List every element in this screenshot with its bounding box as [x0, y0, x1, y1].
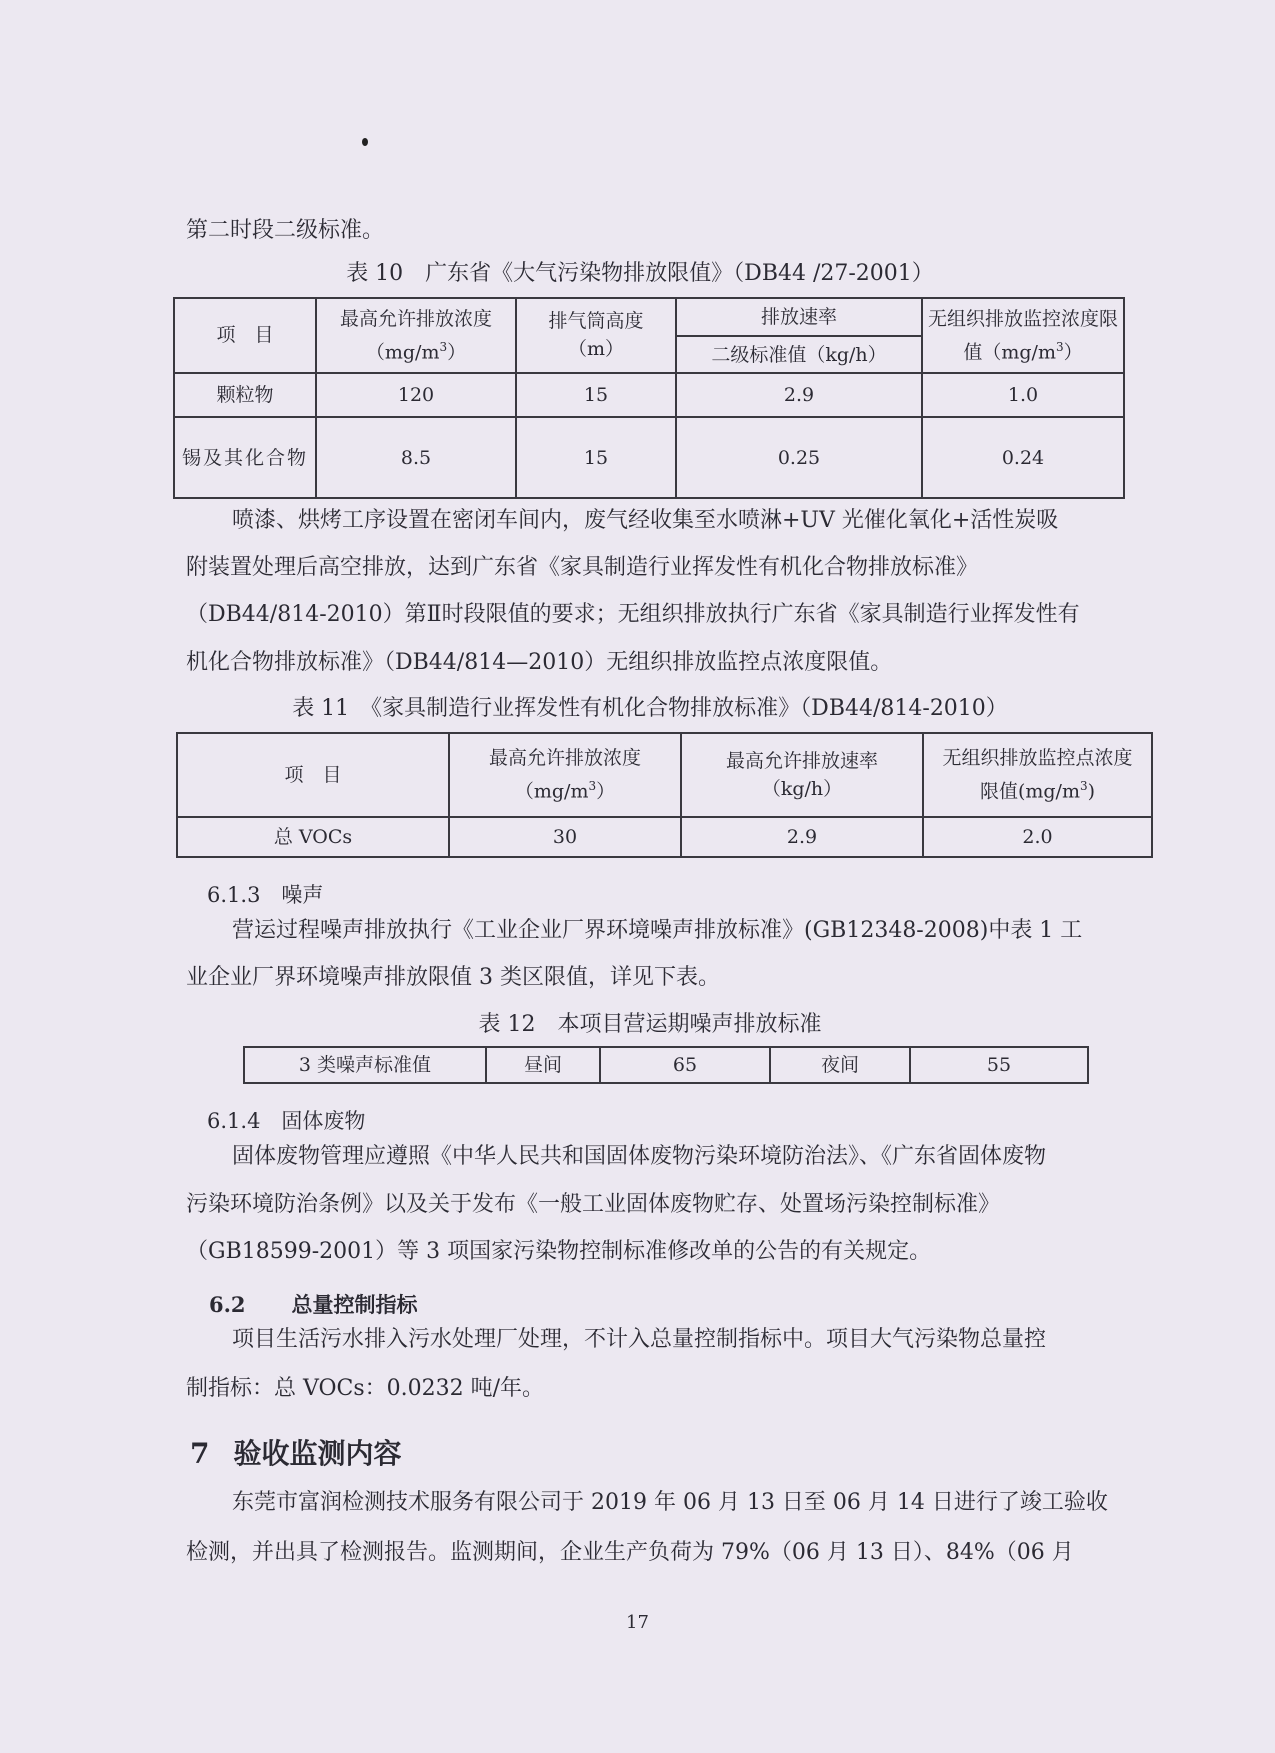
- table-row: [177, 817, 1152, 857]
- para2-line: 业企业厂界环境噪声排放限值 3 类区限值，详见下表。: [186, 965, 720, 990]
- table12-caption: 表 12 本项目营运期噪声排放标准: [478, 1012, 822, 1037]
- table-row: [174, 417, 1124, 498]
- intro-line: 第二时段二级标准。: [186, 218, 385, 243]
- table11-header-item: 项 目: [177, 733, 449, 817]
- table11-cell: 30: [449, 817, 681, 857]
- table11-header-rate-unit: （kg/h）: [761, 778, 843, 800]
- table10-cell: 0.24: [922, 417, 1124, 498]
- table10-header-rate-sub: 二级标准值（kg/h）: [676, 336, 922, 372]
- table10-header-height: [516, 298, 676, 373]
- para4-line: 制指标：总 VOCs：0.0232 吨/年。: [186, 1376, 545, 1401]
- table10-cell: 2.9: [676, 373, 922, 417]
- table11-header-fugitive-unit: 限值$(mg/m^3)$: [979, 779, 1096, 803]
- table10-cell: 1.0: [922, 373, 1124, 417]
- table11-header-fugitive-label: 无组织排放监控点浓度: [942, 747, 1133, 770]
- stray-dot: [362, 138, 368, 146]
- table10: [173, 297, 1125, 499]
- table12-label: 3 类噪声标准值: [244, 1047, 486, 1083]
- table10-header-conc-unit: $(mg/m^3)$: [365, 339, 467, 364]
- table10-header-conc: [316, 298, 516, 373]
- para5-line: 检测，并出具了检测报告。监测期间，企业生产负荷为 79%（06 月 13 日）、84%（06 月: [186, 1540, 1074, 1565]
- table10-cell: 15: [516, 373, 676, 417]
- section-6-1-4-heading: 6.1.4 固体废物: [207, 1109, 366, 1133]
- table11-caption: 表 11 《家具制造行业挥发性有机化合物排放标准》（DB44/814-2010）: [292, 696, 1008, 721]
- section-7-heading: [190, 1436, 402, 1472]
- table10-header-height-unit: （m）: [567, 338, 625, 361]
- table12-night-label: 夜间: [770, 1047, 910, 1083]
- table11: [176, 732, 1153, 858]
- table10-cell: 锡及其化合物: [174, 417, 316, 498]
- table10-header-item: 项 目: [174, 298, 316, 373]
- table11-header-conc: [449, 733, 681, 817]
- table11-header-rate: [681, 733, 923, 817]
- section-6-2-title: 总量控制指标: [291, 1292, 418, 1317]
- para1-line: 机化合物排放标准》（DB44/814—2010）无组织排放监控点浓度限值。: [186, 650, 893, 675]
- table10-cell: 8.5: [316, 417, 516, 498]
- table10-cell: 15: [516, 417, 676, 498]
- table10-caption: 表 10 广东省《大气污染物排放限值》（DB44 /27-2001）: [346, 261, 934, 286]
- table-row: [244, 1047, 1088, 1083]
- table12-day-label: 昼间: [486, 1047, 600, 1083]
- table10-header-height-label: 排气筒高度: [548, 310, 644, 333]
- section-6-2-number: 6.2: [209, 1292, 246, 1317]
- table11-header-fugitive: [923, 733, 1152, 817]
- table10-header-fugitive-unit: 值$(mg/m^3)$: [963, 339, 1083, 364]
- table10-cell: 颗粒物: [174, 373, 316, 417]
- table11-header-conc-label: 最高允许排放浓度: [488, 747, 641, 770]
- table12-night-value: 55: [910, 1047, 1088, 1083]
- para5-line: 东莞市富润检测技术服务有限公司于 2019 年 06 月 13 日至 06 月 14 日进行了竣工验收: [232, 1490, 1108, 1515]
- para1-line: 附装置处理后高空排放，达到广东省《家具制造行业挥发性有机化合物排放标准》: [186, 555, 979, 580]
- para1-line: （DB44/814-2010）第Ⅱ时段限值的要求；无组织排放执行广东省《家具制造行业挥发性有: [186, 602, 1080, 627]
- table10-cell: 120: [316, 373, 516, 417]
- table-row: [174, 373, 1124, 417]
- section-7-title: 验收监测内容: [233, 1437, 402, 1470]
- table10-header-fugitive: [922, 298, 1124, 373]
- table12-day-value: 65: [600, 1047, 770, 1083]
- para1-line: 喷漆、烘烤工序设置在密闭车间内，废气经收集至水喷淋+UV 光催化氧化+活性炭吸: [232, 508, 1059, 533]
- table11-cell: 2.0: [923, 817, 1152, 857]
- page-number: 17: [626, 1612, 649, 1633]
- para3-line: 污染环境防治条例》以及关于发布《一般工业固体废物贮存、处置场污染控制标准》: [186, 1192, 1001, 1217]
- table11-cell: 2.9: [681, 817, 923, 857]
- section-6-2-heading: [209, 1290, 418, 1320]
- table11-header-conc-unit: $(mg/m^3)$: [514, 779, 616, 803]
- table10-cell: 0.25: [676, 417, 922, 498]
- section-7-number: 7: [190, 1437, 210, 1470]
- para4-line: 项目生活污水排入污水处理厂处理，不计入总量控制指标中。项目大气污染物总量控: [232, 1327, 1047, 1352]
- para2-line: 营运过程噪声排放执行《工业企业厂界环境噪声排放标准》(GB12348-2008)中表 1 工: [232, 918, 1083, 943]
- table10-header-rate: 排放速率: [676, 298, 922, 336]
- para3-line: 固体废物管理应遵照《中华人民共和国固体废物污染环境防治法》、《广东省固体废物: [232, 1144, 1047, 1169]
- table12: [243, 1046, 1089, 1084]
- table11-header-rate-label: 最高允许排放速率: [725, 750, 878, 772]
- section-6-1-3-heading: 6.1.3 噪声: [207, 883, 324, 907]
- table10-header-conc-label: 最高允许排放浓度: [339, 307, 492, 330]
- table11-cell: 总 VOCs: [177, 817, 449, 857]
- table10-header-fugitive-label: 无组织排放监控浓度限: [927, 307, 1118, 330]
- para3-line: （GB18599-2001）等 3 项国家污染物控制标准修改单的公告的有关规定。: [186, 1239, 932, 1264]
